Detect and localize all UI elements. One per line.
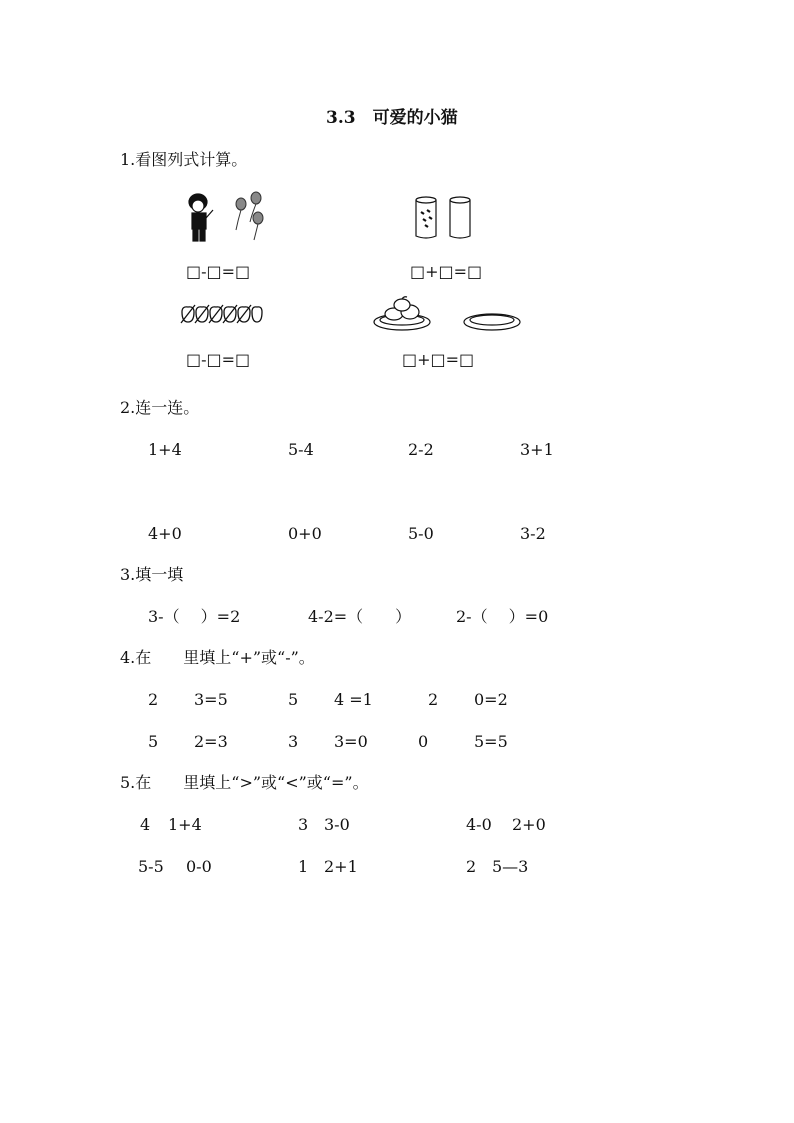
compare-row2-right-1[interactable]: 0-0 [186, 857, 212, 876]
connect-top-item-2[interactable]: 5-4 [288, 440, 314, 459]
fill-item-2[interactable]: 4-2=（ ） [308, 607, 412, 626]
compare-row2-left-2: 1 [298, 857, 309, 876]
apple-5 [237, 305, 251, 323]
two-cups-illustration [412, 194, 478, 242]
sign-row1-left-3: 2 [428, 690, 439, 709]
question-1-label: 1.看图列式计算。 [120, 150, 248, 169]
compare-row1-right-3[interactable]: 2+0 [512, 815, 546, 834]
sign-row2-left-2: 3 [288, 732, 299, 751]
sign-row2-right-1[interactable]: 2=3 [194, 732, 228, 751]
question-2-label: 2.连一连。 [120, 398, 200, 417]
balloon-group [236, 192, 263, 240]
fruit-plates-illustration [372, 296, 524, 336]
plate-with-fruit [374, 297, 430, 330]
empty-plate [464, 314, 520, 330]
compare-row1-right-2[interactable]: 3-0 [324, 815, 350, 834]
sign-row1-left-2: 5 [288, 690, 299, 709]
compare-row1-left-2: 3 [298, 815, 309, 834]
connect-bottom-item-2[interactable]: 0+0 [288, 524, 322, 543]
sign-row1-right-1[interactable]: 3=5 [194, 690, 228, 709]
fill-item-1[interactable]: 3-（ ）=2 [148, 607, 241, 626]
question-3-label: 3.填一填 [120, 565, 184, 584]
compare-row2-right-3[interactable]: 5—3 [492, 857, 529, 876]
empty-cup [450, 197, 470, 238]
equation-box-a[interactable]: □-□=□ [186, 262, 251, 281]
child-figure [189, 194, 213, 241]
apple-2 [195, 305, 209, 323]
apple-3 [209, 305, 223, 323]
connect-top-item-1[interactable]: 1+4 [148, 440, 182, 459]
apple-6 [252, 307, 262, 322]
connect-top-item-4[interactable]: 3+1 [520, 440, 554, 459]
compare-row1-right-1[interactable]: 1+4 [168, 815, 202, 834]
connect-top-item-3[interactable]: 2-2 [408, 440, 434, 459]
compare-row1-left-1: 4 [140, 815, 151, 834]
compare-row2-right-2[interactable]: 2+1 [324, 857, 358, 876]
sign-row2-right-2[interactable]: 3=0 [334, 732, 368, 751]
connect-bottom-item-3[interactable]: 5-0 [408, 524, 434, 543]
child-with-balloons-illustration [186, 190, 268, 246]
apple-4 [223, 305, 237, 323]
page-title: 3.3 可爱的小猫 [326, 108, 458, 128]
equation-box-c[interactable]: □-□=□ [186, 350, 251, 369]
crossed-apples-illustration [180, 302, 264, 326]
compare-row2-left-1: 5-5 [138, 857, 164, 876]
connect-bottom-item-1[interactable]: 4+0 [148, 524, 182, 543]
compare-row2-left-3: 2 [466, 857, 477, 876]
sign-row2-left-1: 5 [148, 732, 159, 751]
question-4-label: 4.在 里填上“+”或“-”。 [120, 648, 315, 667]
apple-1 [181, 305, 195, 323]
sign-row1-left-1: 2 [148, 690, 159, 709]
compare-row1-left-3: 4-0 [466, 815, 492, 834]
equation-box-d[interactable]: □+□=□ [402, 350, 475, 369]
sign-row1-right-2[interactable]: 4 =1 [334, 690, 373, 709]
connect-bottom-item-4[interactable]: 3-2 [520, 524, 546, 543]
fill-item-3[interactable]: 2-（ ）=0 [456, 607, 549, 626]
cup-with-seeds [416, 197, 436, 238]
sign-row2-right-3[interactable]: 5=5 [474, 732, 508, 751]
equation-box-b[interactable]: □+□=□ [410, 262, 483, 281]
sign-row1-right-3[interactable]: 0=2 [474, 690, 508, 709]
sign-row2-left-3: 0 [418, 732, 429, 751]
question-5-label: 5.在 里填上“>”或“<”或“=”。 [120, 773, 369, 792]
